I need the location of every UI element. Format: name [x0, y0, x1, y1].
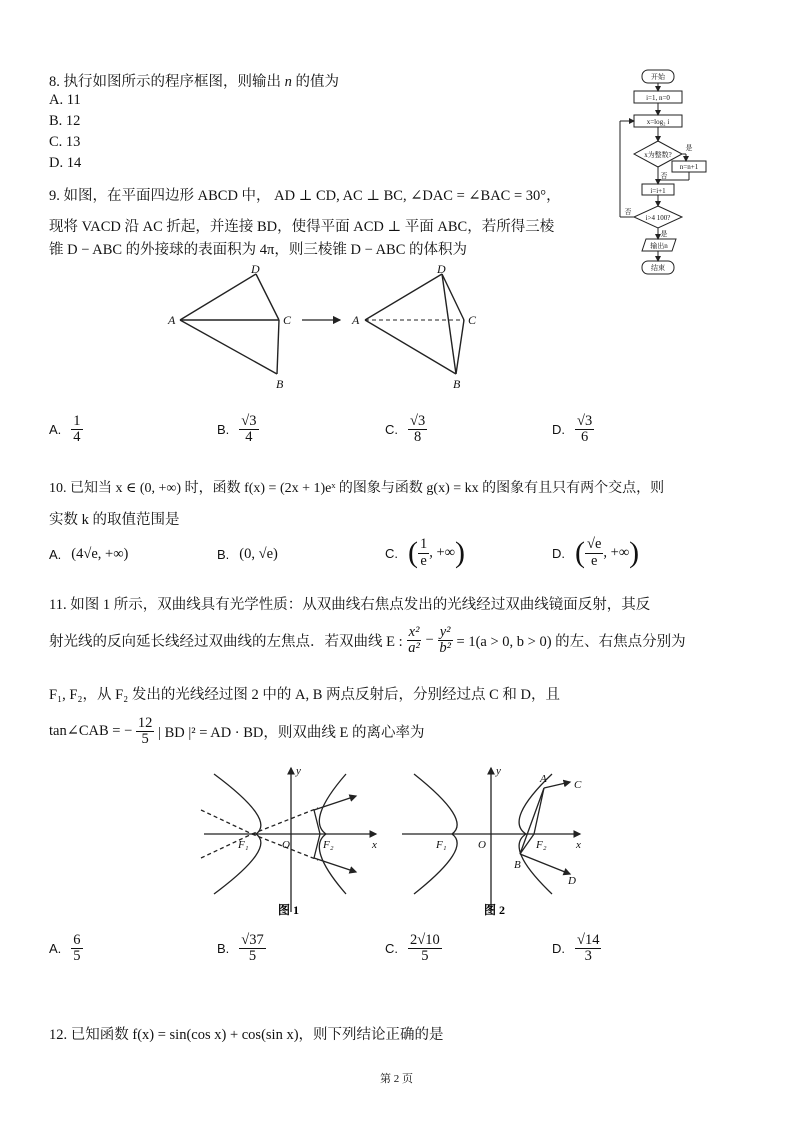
q11-option-d: D. $\frac{√14}{3}$ [552, 932, 600, 965]
q9-line3: 锥 D − ABC 的外接球的表面积为 4π，则三棱锥 D − ABC 的体积为 [49, 242, 468, 258]
q8-stem: 8. 执行如图所示的程序框图，则输出 n 的值为 [49, 74, 339, 90]
svg-text:y: y [496, 765, 501, 777]
q9-option-c: C. $\frac{√3}{8}$ [385, 413, 426, 446]
flow-no2-label: 否 [624, 208, 632, 216]
svg-text:D: D [437, 262, 446, 276]
flow-init-label: i=1, n=0 [646, 94, 670, 102]
svg-text:F₁: F₁ [436, 839, 447, 851]
q10-option-a: A. (4√e, +∞) [49, 546, 129, 563]
q11-figure-1 [196, 762, 386, 922]
svg-text:x: x [576, 839, 581, 851]
svg-text:B: B [276, 377, 284, 391]
svg-text:O: O [282, 839, 290, 851]
q11-line3: F₁, F₂，从 F₂ 发出的光线经过图 2 中的 A, B 两点反射后，分别经过点 C 和 D，且 [49, 687, 561, 703]
q10-option-d: D. ( $\frac{√e}{e}$ , +∞) [552, 536, 640, 569]
svg-text:y: y [296, 765, 301, 777]
svg-text:F₁: F₁ [238, 839, 249, 851]
svg-text:F₂: F₂ [323, 839, 334, 851]
fig1-caption: 图 1 [278, 903, 300, 917]
q8-option-c: C. 13 [49, 134, 81, 150]
q8-option-a: A. 11 [49, 92, 81, 108]
flow-yes-label: 是 [685, 144, 693, 152]
svg-text:A: A [168, 313, 176, 327]
svg-text:C: C [574, 779, 582, 791]
flow-inc-i-label: i=i+1 [650, 187, 666, 195]
q11-option-a: A. $\frac{6}{5}$ [49, 932, 81, 965]
q9-line2: 现将 VACD 沿 AC 折起，并连接 BD，使得平面 ACD ⊥ 平面 ABC，若所得三棱 [49, 219, 555, 235]
svg-text:D: D [251, 262, 260, 276]
svg-text:C: C [283, 313, 292, 327]
flow-start-label: 开始 [651, 73, 665, 81]
flow-end-label: 结束 [651, 264, 665, 272]
svg-text:O: O [478, 839, 486, 851]
svg-text:A: A [352, 313, 360, 327]
page-number: 第 2 页 [380, 1073, 413, 1085]
flow-decision1-label: x为整数? [644, 151, 672, 159]
fig2-caption: 图 2 [484, 903, 506, 917]
q10-line1: 10. 已知当 x ∈ (0, +∞) 时，函数 f(x) = (2x + 1)eˣ 的图象与函数 g(x) = kx 的图象有且只有两个交点，则 [49, 481, 665, 496]
svg-text:A: A [540, 773, 547, 785]
svg-text:D: D [568, 875, 576, 887]
q10-option-c: C. ( $\frac{1}{e}$ , +∞) [385, 536, 466, 569]
svg-text:B: B [453, 377, 461, 391]
q11-line1: 11. 如图 1 所示，双曲线具有光学性质：从双曲线右焦点发出的光线经过双曲线镜面反射，其反 [49, 597, 651, 613]
flow-yes2-label: 是 [660, 230, 668, 238]
flow-no1-label: 否 [660, 172, 668, 180]
svg-text:x: x [372, 839, 377, 851]
q10-option-b: B. (0, √e) [217, 546, 278, 563]
q9-line1: 9. 如图，在平面四边形 ABCD 中， AD ⊥ CD, AC ⊥ BC, ∠DAC = ∠BAC = 30°， [49, 188, 561, 204]
q8-flowchart [612, 64, 712, 282]
q10-line2: 实数 k 的取值范围是 [49, 512, 180, 528]
q11-figure-2 [400, 762, 590, 922]
q9-option-a: A. $\frac{1}{4}$ [49, 413, 81, 446]
svg-text:B: B [514, 859, 521, 871]
q9-option-b: B. $\frac{√3}{4}$ [217, 413, 257, 446]
q9-option-d: D. $\frac{√3}{6}$ [552, 413, 593, 446]
q11-line4: tan∠CAB = − $\frac{12}{5}$ | BD |² = AD · BD，则双曲线 E 的离心率为 [49, 715, 425, 748]
svg-text:F₂: F₂ [536, 839, 547, 851]
q8-option-d: D. 14 [49, 155, 82, 171]
q9-figure [160, 262, 480, 392]
flow-output-label: 输出n [650, 242, 668, 250]
svg-text:C: C [468, 313, 477, 327]
q11-option-b: B. $\frac{√37}{5}$ [217, 932, 264, 965]
flow-inc-n-label: n=n+1 [679, 163, 699, 171]
flow-assign-label: x=log₂ i [646, 118, 670, 126]
flow-decision2-label: i>4 100? [645, 214, 671, 222]
q11-option-c: C. $\frac{2√10}{5}$ [385, 932, 440, 965]
q11-line2: 射光线的反向延长线经过双曲线的左焦点．若双曲线 E : $\frac{\text{x²}}{\text{a²}}$ − $\frac{\text{y²}}{\text{b²}}$ = 1(a > 0, b > 0) 的左、右焦点分别为 [49, 624, 686, 657]
q8-option-b: B. 12 [49, 113, 81, 129]
q12-stem: 12. 已知函数 f(x) = sin(cos x) + cos(sin x)，则下列结论正确的是 [49, 1027, 444, 1043]
